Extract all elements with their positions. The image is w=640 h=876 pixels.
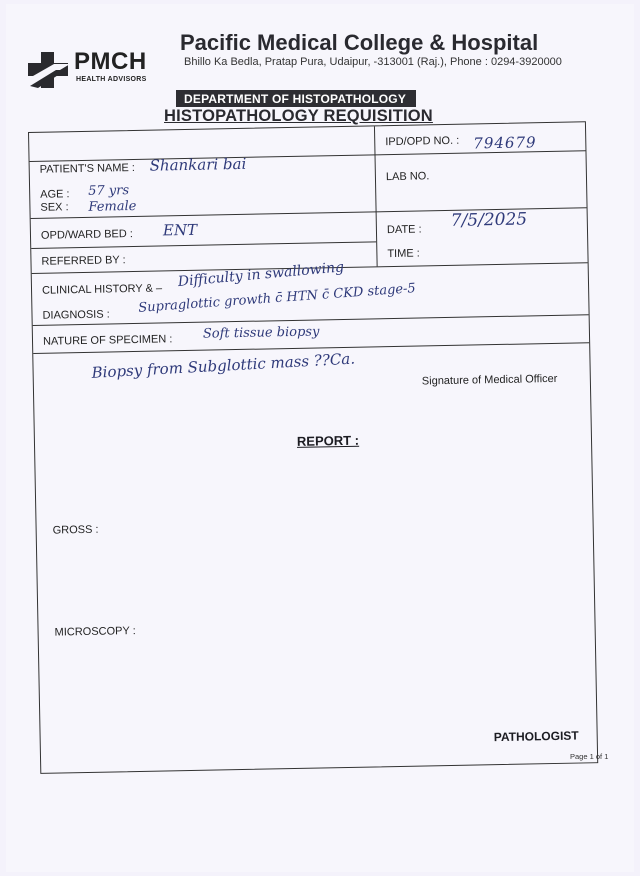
hospital-address: Bhillo Ka Bedla, Pratap Pura, Udaipur, -313001 (Raj.), Phone : 0294-3920000	[184, 56, 562, 68]
form-title: HISTOPATHOLOGY REQUISITION	[164, 107, 433, 125]
pathologist-label: PATHOLOGIST	[493, 728, 579, 745]
pmch-logo	[26, 46, 166, 92]
clinical-history-label: CLINICAL HISTORY & –	[41, 282, 163, 297]
department-banner: DEPARTMENT OF HISTOPATHOLOGY	[176, 90, 416, 107]
page-number: Page 1 of 1	[570, 752, 609, 761]
report-heading: REPORT :	[296, 432, 360, 449]
hospital-name: Pacific Medical College & Hospital	[180, 30, 539, 55]
time-label: TIME :	[387, 247, 420, 261]
opd-ward-bed-value: ENT	[162, 220, 198, 240]
signature-medical-officer-label: Signature of Medical Officer	[421, 372, 558, 388]
gross-label: GROSS :	[52, 523, 99, 537]
row-divider	[31, 241, 376, 249]
logo-subtext: HEALTH ADVISORS	[76, 76, 147, 83]
specimen-note: Biopsy from Subglottic mass ??Ca.	[91, 349, 356, 382]
nature-of-specimen-label: NATURE OF SPECIMEN :	[42, 333, 173, 348]
clinical-history-value: Difficulty in swallowing	[177, 259, 345, 291]
row-divider	[30, 150, 586, 162]
date-label: DATE :	[386, 223, 422, 237]
nature-of-specimen-value: Soft tissue biopsy	[202, 324, 320, 342]
sex-value: Female	[88, 198, 137, 215]
pmch-cross-icon	[26, 50, 70, 90]
sex-label: SEX :	[40, 201, 69, 214]
opd-ward-bed-label: OPD/WARD BED :	[40, 228, 133, 242]
diagnosis-value: Supraglottic growth c̄ HTN c̄ CKD stage-5	[137, 281, 417, 316]
diagnosis-label: DIAGNOSIS :	[42, 308, 110, 322]
column-divider	[374, 126, 378, 266]
age-value: 57 yrs	[88, 183, 130, 199]
microscopy-label: MICROSCOPY :	[54, 625, 136, 639]
logo-text: PMCH	[74, 48, 147, 75]
requisition-form-page	[6, 4, 634, 872]
lab-no-label: LAB NO.	[385, 170, 430, 184]
ipd-opd-no-label: IPD/OPD NO. :	[385, 134, 460, 149]
referred-by-label: REFERRED BY :	[41, 254, 126, 268]
patient-name-label: PATIENT'S NAME :	[39, 161, 136, 176]
patient-name-value: Shankari bai	[149, 154, 247, 175]
age-label: AGE :	[40, 188, 70, 201]
date-value: 7/5/2025	[450, 209, 528, 231]
ipd-opd-no-value: 794679	[473, 133, 537, 153]
requisition-table	[28, 121, 598, 774]
